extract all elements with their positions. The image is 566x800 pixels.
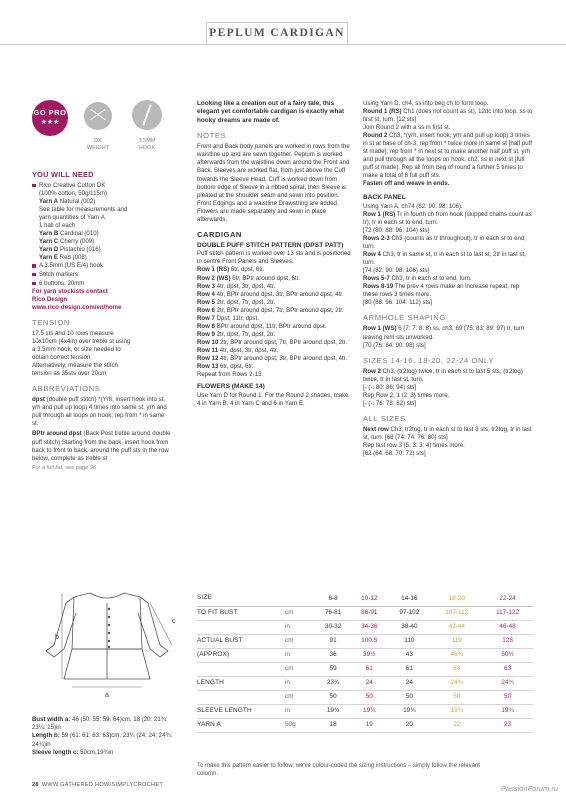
table-row-label bbox=[197, 690, 285, 704]
row-label: Row 9 bbox=[197, 330, 215, 338]
materials-line: yarn quantities of Yarn A bbox=[39, 213, 105, 221]
table-row bbox=[197, 718, 533, 732]
back-row-4 bbox=[363, 251, 533, 267]
cardigan-schematic bbox=[32, 583, 187, 713]
stitch-count: [- (-: 76: 78: 82) sts] bbox=[363, 399, 417, 407]
table-unit: cm bbox=[285, 690, 315, 704]
table-row-label: LENGTH bbox=[197, 676, 285, 690]
table-header-cell: 22-24 bbox=[482, 592, 533, 606]
table-row bbox=[197, 676, 533, 690]
table-cell: 23¼ bbox=[315, 676, 351, 690]
table-row-label: SLEEVE LENGTH bbox=[197, 704, 285, 718]
row-text: 4tr, BPtr around dpst, 3tr, BPtr around dpst, 4tr. bbox=[214, 290, 344, 298]
sizes-row-2 bbox=[363, 368, 533, 384]
row-text: The prev 4 rows make an increase repeat; rep these rows 3 times more. bbox=[363, 283, 520, 299]
table-cell: 128 bbox=[482, 634, 533, 648]
yarn-label: Yarn E bbox=[39, 253, 58, 261]
table-cell: 110 bbox=[387, 634, 431, 648]
you-will-need-heading: YOU WILL NEED bbox=[32, 170, 94, 179]
row-text: 6 (7: 7: 8: 8) ss, ch3, 69 (75: 83: 89: 97) tr, turn leaving rem sts unworked. bbox=[363, 325, 525, 341]
row-label: Row 1 (RS) bbox=[363, 211, 396, 219]
table-cell: 50 bbox=[315, 690, 351, 704]
table-cell: 19 bbox=[351, 718, 387, 732]
row-text: Ch3, tr2tog, tr in each st to last 3 sts, tr2tog, tr in last st, turn. [68 (74: 74: 76: 80) sts] bbox=[363, 425, 532, 441]
table-row bbox=[197, 690, 533, 704]
back-row-1 bbox=[363, 211, 533, 227]
yarn-weight-line: DK bbox=[94, 138, 102, 144]
page-number: 28 bbox=[32, 782, 39, 788]
table-row bbox=[197, 620, 533, 634]
table-header-cell: SIZE bbox=[197, 592, 285, 606]
skill-icons bbox=[32, 100, 172, 160]
tension-line: obtain correct tension bbox=[32, 354, 91, 362]
repeat-text: Repeat from Rows 2-13. bbox=[197, 370, 264, 378]
hook-size-line: 3.5MM bbox=[138, 138, 156, 144]
table-cell: 117-122 bbox=[482, 606, 533, 620]
row-text: 6tr, dpst, 6tr. bbox=[229, 266, 265, 274]
row-text: Ch1 (does not count as st), 12dc into loop, ss to first st, turn. [12 sts] bbox=[363, 108, 533, 124]
row-text: 2tr, dpst, 7tr, dpst, 2tr. bbox=[214, 330, 276, 338]
table-cell: 30-32 bbox=[315, 620, 351, 634]
row-text: 2tr, BPtr around dpst, 7tr, BPtr around dpst, 2tr. bbox=[218, 338, 348, 346]
tension-line: 17.5 sts and 10 rows measure bbox=[32, 330, 114, 338]
sizes-heading: SIZES 14-16, 18-20, 22-24 ONLY bbox=[363, 355, 494, 365]
table-row bbox=[197, 634, 533, 648]
skill-level-label: GO PRO bbox=[33, 108, 67, 117]
dpst-pattern-heading: DOUBLE PUFF STITCH PATTERN (DPST PATT) bbox=[197, 241, 344, 249]
table-cell: 46-48 bbox=[482, 620, 533, 634]
table-row bbox=[197, 662, 533, 676]
materials-item: Stitch markers bbox=[32, 271, 172, 279]
row-text: 6tr, dpst, 6tr. bbox=[218, 362, 254, 370]
flower-join: Join Round 2 with a ss in first st. bbox=[363, 124, 451, 132]
table-cell: 50 bbox=[431, 690, 482, 704]
fasten-off: Fasten off and weave in ends. bbox=[363, 180, 450, 188]
yarn-a-line bbox=[39, 198, 172, 206]
measure-value: 50cm,19¾in bbox=[78, 748, 114, 756]
table-cell: 97-102 bbox=[387, 606, 431, 620]
table-row-label: ACTUAL BUST bbox=[197, 634, 285, 648]
armhole-row-1 bbox=[363, 325, 533, 341]
armhole-heading: ARMHOLE SHAPING bbox=[363, 313, 446, 323]
tension-line: Alternatively, measure the stitch bbox=[32, 362, 118, 370]
table-cell: 19¾ bbox=[387, 704, 431, 718]
hook-size-line: HOOK bbox=[138, 144, 156, 151]
row-text: Ch3 (counts as tr throughout), tr in each st to end, turn. bbox=[363, 235, 526, 251]
row-text: Ch3, *(yrh, insert hook, yrh and pull up loop) 3 times in st at base of ch-3; rep from * twice more in same st [half puff st made]; rep from * in next st to make another half puff st, yrh and pull through all the loops on hook, ch2, ss in next st [full puff st made]. Rep all from beg of round a further 5 times to make a total of 6 full puff sts. bbox=[363, 132, 532, 180]
label-c: c bbox=[172, 618, 176, 625]
table-cell: 50 bbox=[482, 690, 533, 704]
measure-value: 59 (61: 61: 63: 63)cm, 23¼ (24: 24: 24¾: 24¾)in bbox=[32, 732, 173, 748]
materials-item bbox=[32, 182, 172, 262]
table-cell: 42-44 bbox=[431, 620, 482, 634]
sizes-repeat: Rep Row 2, 1 (2: 3) times more. bbox=[363, 391, 450, 399]
stockists-text: For yarn stockists contact bbox=[32, 288, 108, 296]
table-header-cell: 6-8 bbox=[315, 592, 351, 606]
measure-label: Length b: bbox=[32, 732, 60, 740]
row-label: Row 5 bbox=[197, 298, 215, 306]
stitch-count: [74 (82: 90: 98: 106) sts] bbox=[363, 267, 430, 275]
measure-sleeve bbox=[32, 749, 182, 757]
row-text: 2tr, BPtr around dpst, 7tr, BPtr around dpst, 2tr. bbox=[214, 306, 344, 314]
row-label: Row 12 bbox=[197, 354, 219, 362]
notes-heading: NOTES bbox=[197, 131, 227, 141]
table-cell: 107-112 bbox=[431, 606, 482, 620]
notes-text: Front and Back body panels are worked in rows from the waistline up and are sewn together. Peplum is worked afterwards from the waistline down around the Front and Back. Sleeves are worked flat, from just above the Cuff towards the Sleeve Head. Cuff is worked down from bottom edge of Sleeve in a ribbed spiral, then Sleeve is pleated at the shoulder seam and sewn into position. bbox=[197, 143, 350, 199]
table-row-label bbox=[197, 662, 285, 676]
table-header-row bbox=[197, 592, 533, 606]
page-title: PEPLUM CARDIGAN bbox=[209, 27, 345, 39]
table-cell: 119 bbox=[431, 634, 482, 648]
row-label: Row 6 bbox=[197, 306, 215, 314]
pattern-row bbox=[197, 299, 352, 307]
abbr-term: dpst bbox=[32, 396, 45, 404]
row-text: Ch3, tr in same st, tr in each st to last st, 2tr in last st, turn. bbox=[363, 251, 526, 267]
pattern-row bbox=[197, 339, 352, 347]
button-markers bbox=[108, 608, 110, 648]
stockist-link[interactable]: www.rico-design.com/en/home bbox=[32, 304, 122, 312]
yarn-label: Yarn D bbox=[39, 245, 59, 253]
flowers-text: Use Yarn D for Round 1. For the Round 2 shades, make 4 in Yarn B, 4 in Yarn C and 6 in Yarn E. bbox=[197, 391, 349, 407]
flower-round-2 bbox=[363, 132, 533, 180]
all-sizes-repeat: Rep last row 3 (5: 3: 3: 4) times more. bbox=[363, 441, 465, 449]
table-unit: cm bbox=[285, 634, 315, 648]
table-row bbox=[197, 648, 533, 662]
footer-url[interactable]: WWW.GATHERED.HOW/SIMPLYCROCHET bbox=[41, 782, 164, 788]
abbr-definition: (double puff stitch) *(Yrh, insert hook into st, yrh and pull up loop) 4 times into same st, yrh and pull through all loops on hook; rep from * in same st. bbox=[32, 396, 167, 428]
table-cell: 46¾ bbox=[431, 648, 482, 662]
row-text: Ch3, (tr2tog) twice, tr in each st to last 5 sts, (tr2tog) twice, tr in last st, turn. bbox=[363, 367, 523, 383]
table-row-label: TO FIT BUST bbox=[197, 606, 285, 620]
row-text: 4tr, dpst, 3tr, dpst, 4tr. bbox=[214, 282, 276, 290]
hook-size-caption bbox=[130, 138, 164, 151]
cardigan-heading: CARDIGAN bbox=[197, 229, 242, 239]
table-row-label bbox=[197, 620, 285, 634]
skill-stars: ★★★ bbox=[40, 118, 60, 126]
table-row bbox=[197, 606, 533, 620]
table-row-label: YARN A bbox=[197, 718, 285, 732]
back-panel-intro: Using Yarn A, ch74 (82: 90: 98: 106). bbox=[363, 203, 463, 211]
label-a: a bbox=[105, 692, 109, 699]
pattern-row bbox=[197, 275, 352, 283]
abbr-note: For a full list, see page 96 bbox=[32, 464, 97, 471]
pattern-row bbox=[197, 291, 352, 299]
row-text: Dpst, 11tr, dpst. bbox=[214, 314, 259, 322]
measure-label: Bust width a: bbox=[32, 716, 71, 723]
materials-line: Rico Creative Cotton DK bbox=[39, 181, 106, 189]
stitch-count: [72 (80: 88: 96: 104) sts] bbox=[363, 227, 430, 235]
row-label: Round 2 bbox=[363, 132, 388, 140]
page-footer bbox=[32, 782, 163, 789]
row-text: Tr in fourth ch from hook (skipped chains count as tr), tr in each st to end, turn. bbox=[363, 211, 532, 227]
table-cell: 24¾ bbox=[482, 676, 533, 690]
table-cell: 19¾ bbox=[351, 704, 387, 718]
yarn-weight-caption bbox=[82, 138, 114, 151]
table-header-cell: 18-20 bbox=[431, 592, 482, 606]
yarn-line bbox=[39, 246, 172, 254]
yarn-line bbox=[39, 254, 172, 262]
table-cell: 19¾ bbox=[315, 704, 351, 718]
table-cell: 39½ bbox=[351, 648, 387, 662]
all-sizes-heading: ALL SIZES bbox=[363, 413, 406, 423]
back-rows-8-19 bbox=[363, 283, 533, 299]
table-cell: 43 bbox=[387, 648, 431, 662]
stockist-name: Rico Design bbox=[32, 296, 68, 304]
tension-line: a 3.5mm hook, or size needed to bbox=[32, 346, 121, 354]
tension-heading: TENSION bbox=[32, 318, 70, 328]
measure-lines bbox=[62, 593, 172, 687]
measure-length bbox=[32, 732, 182, 748]
dpst-intro: Puff stitch pattern is worked over 13 sts and is positioned in centre Front Panels and Sleeves. bbox=[197, 250, 351, 266]
table-cell: 24¾ bbox=[431, 676, 482, 690]
flower-round-1 bbox=[363, 108, 533, 124]
yarn-label: Yarn B bbox=[39, 229, 59, 237]
table-row bbox=[197, 704, 533, 718]
row-text: BPtr around dpst, 11tr, BPtr around dpst. bbox=[214, 322, 327, 330]
row-label: Row 4 bbox=[363, 251, 381, 259]
row-label: Rows 5-7 bbox=[363, 275, 390, 283]
table-cell: 63 bbox=[431, 662, 482, 676]
measurements-text bbox=[32, 716, 182, 757]
table-unit: in bbox=[285, 676, 315, 690]
crochet-hook-icon bbox=[132, 100, 162, 130]
table-cell: 50 bbox=[351, 690, 387, 704]
yarn-value: Cherry (009) bbox=[58, 237, 95, 245]
table-cell: 23 bbox=[482, 718, 533, 732]
flower-start: Using Yarn D, ch4, ss into beg ch to form loop. bbox=[363, 100, 489, 107]
row-label: Row 13 bbox=[197, 362, 219, 370]
table-unit: cm bbox=[285, 606, 315, 620]
pattern-row bbox=[197, 283, 352, 291]
table-header-cell: 14-16 bbox=[387, 592, 431, 606]
stitch-count: [80 (88: 96: 104: 112) sts] bbox=[363, 299, 432, 307]
row-text: 6tr, BPtr around dpst, 6tr. bbox=[230, 274, 300, 282]
row-label: Row 2 (WS) bbox=[197, 274, 231, 282]
column-materials bbox=[32, 170, 172, 472]
row-label: Row 3 bbox=[197, 282, 215, 290]
abbreviations-heading: ABBREVIATIONS bbox=[32, 384, 101, 394]
pattern-row bbox=[197, 331, 352, 339]
table-cell: 22 bbox=[431, 718, 482, 732]
table-cell: 38-40 bbox=[387, 620, 431, 634]
yarn-value: Red (008) bbox=[57, 253, 87, 261]
abbr-definition: (Back Post treble around double puff stitch) Starting from the back, insert hook from back to front to back, around the puff sts in the row below, complete as treble st bbox=[32, 430, 171, 462]
column-instructions bbox=[363, 100, 533, 458]
notes-text-2: Front Edgings and a waistline Drawstring are added. Flowers are made separately and sewn in place afterwards. bbox=[197, 199, 339, 223]
table-cell: 24 bbox=[351, 676, 387, 690]
table-cell: 19¾ bbox=[431, 704, 482, 718]
table-cell: 50 bbox=[387, 690, 431, 704]
pattern-row bbox=[197, 347, 352, 355]
stitch-count: [70 (76: 84: 90: 98) sts] bbox=[363, 341, 426, 349]
table-unit: cm bbox=[285, 662, 315, 676]
intro-text: Looking like a creation out of a fairy tale, this elegant yet comfortable cardigan is exactly what hooky dreams are made of. bbox=[197, 100, 345, 124]
yarn-value: Pistachio (016) bbox=[58, 245, 101, 253]
measure-label: Sleeve length c: bbox=[32, 748, 79, 756]
measure-bust bbox=[32, 716, 182, 732]
pattern-row bbox=[197, 355, 352, 363]
table-unit: in bbox=[285, 704, 315, 718]
materials-item: A 3.5mm (US E/4) hook bbox=[32, 262, 172, 270]
watermark: PassionForum.ru bbox=[500, 784, 558, 793]
column-pattern bbox=[197, 100, 352, 410]
table-header-cell: 10-12 bbox=[351, 592, 387, 606]
materials-line: See table for measurements and bbox=[39, 205, 128, 213]
materials-line: 1 ball of each bbox=[39, 221, 76, 229]
abbr-bptr bbox=[32, 430, 172, 462]
pattern-row bbox=[197, 363, 352, 371]
table-cell: 18 bbox=[315, 718, 351, 732]
row-label: Row 10 bbox=[197, 338, 219, 346]
yarn-a-label: Yarn A bbox=[39, 197, 59, 205]
yarn-weight-line: WEIGHT bbox=[86, 144, 110, 151]
yarn-ball-icon bbox=[84, 102, 112, 130]
pattern-row bbox=[197, 323, 352, 331]
measure-value: 46 (50: 55: 59: 64)cm, 18 (20: 21¾: 23¼: 25)in bbox=[32, 716, 168, 732]
stitch-count: [- (-: 80: 86: 94) sts] bbox=[363, 383, 417, 391]
row-label: Next row bbox=[363, 425, 389, 433]
stitch-count: [62 (64: 68: 70: 72) sts] bbox=[363, 449, 426, 457]
table-cell: 91 bbox=[315, 634, 351, 648]
pattern-row bbox=[197, 307, 352, 315]
table-cell: 61 bbox=[387, 662, 431, 676]
row-label: Row 7 bbox=[197, 314, 215, 322]
row-label: Row 1 (RS) bbox=[197, 266, 230, 274]
table-unit: 50g bbox=[285, 718, 315, 732]
title-rule bbox=[0, 44, 566, 45]
table-header-cell bbox=[285, 592, 315, 606]
materials-item: 6 buttons, 20mm bbox=[32, 280, 172, 288]
back-rows-2-3 bbox=[363, 235, 533, 251]
table-cell: 24 bbox=[387, 676, 431, 690]
yarn-label: Yarn C bbox=[39, 237, 59, 245]
table-cell: 63 bbox=[482, 662, 533, 676]
table-cell: 19¾ bbox=[482, 704, 533, 718]
all-sizes-next-row bbox=[363, 426, 533, 442]
table-note: To make this pattern easier to follow, we've colour-coded the sizing instructions – simply follow the relevant column. bbox=[197, 763, 480, 777]
row-text: 2tr, dpst, 7tr, dpst, 2tr. bbox=[214, 298, 276, 306]
row-label: Row 8 bbox=[197, 322, 215, 330]
row-label: Row 1 (WS) bbox=[363, 325, 397, 333]
dpst-rows bbox=[197, 266, 352, 370]
table-cell: 86-91 bbox=[351, 606, 387, 620]
yarn-line bbox=[39, 230, 172, 238]
label-b: b bbox=[55, 634, 59, 641]
tension-line: 10x10cm (4x4in) over treble st using bbox=[32, 338, 131, 346]
table-unit: in bbox=[285, 620, 315, 634]
row-label: Rows 8-19 bbox=[363, 283, 394, 291]
tension-line: tension as 35sts over 20cm bbox=[32, 370, 107, 378]
size-table bbox=[197, 592, 533, 733]
row-label: Row 2 bbox=[363, 367, 381, 375]
back-rows-5-7 bbox=[363, 275, 533, 283]
table-unit: in bbox=[285, 648, 315, 662]
row-label: Round 1 (RS) bbox=[363, 108, 402, 116]
yarn-line bbox=[39, 238, 172, 246]
flowers-heading: FLOWERS (MAKE 14) bbox=[197, 382, 265, 390]
yarn-a-value: Natural (002) bbox=[58, 197, 96, 205]
table-cell: 100.5 bbox=[351, 634, 387, 648]
row-label: Row 4 bbox=[197, 290, 215, 298]
skill-level-badge-icon bbox=[32, 100, 68, 136]
table-cell: 20 bbox=[387, 718, 431, 732]
table-cell: 61 bbox=[351, 662, 387, 676]
materials-line: (100% cotton, 50g/115m) bbox=[39, 189, 107, 197]
row-text: 4tr, dpst, 3tr, dpst, 4tr. bbox=[218, 346, 279, 354]
pattern-row bbox=[197, 266, 352, 274]
table-cell: 76-81 bbox=[315, 606, 351, 620]
row-label: Row 11 bbox=[197, 346, 218, 354]
table-cell: 59 bbox=[315, 662, 351, 676]
table-cell: 36 bbox=[315, 648, 351, 662]
table-cell: 50½ bbox=[482, 648, 533, 662]
table-row-label: (APPROX) bbox=[197, 648, 285, 662]
pattern-row bbox=[197, 315, 352, 323]
row-text: 4tr, BPtr around dpst, 3tr, BPtr around dpst, 4tr. bbox=[218, 354, 348, 362]
row-text: Ch3, tr in each st to end, turn. bbox=[389, 275, 472, 283]
abbr-dpst bbox=[32, 396, 172, 428]
garment-outline bbox=[46, 593, 168, 679]
tension-text bbox=[32, 330, 172, 378]
abbr-term: BPtr around dpst bbox=[32, 430, 82, 438]
row-label: Rows 2-3 bbox=[363, 235, 390, 243]
yarn-value: Cardinal (010) bbox=[58, 229, 99, 237]
back-panel-heading: BACK PANEL bbox=[363, 194, 406, 202]
table-cell: 34-36 bbox=[351, 620, 387, 634]
